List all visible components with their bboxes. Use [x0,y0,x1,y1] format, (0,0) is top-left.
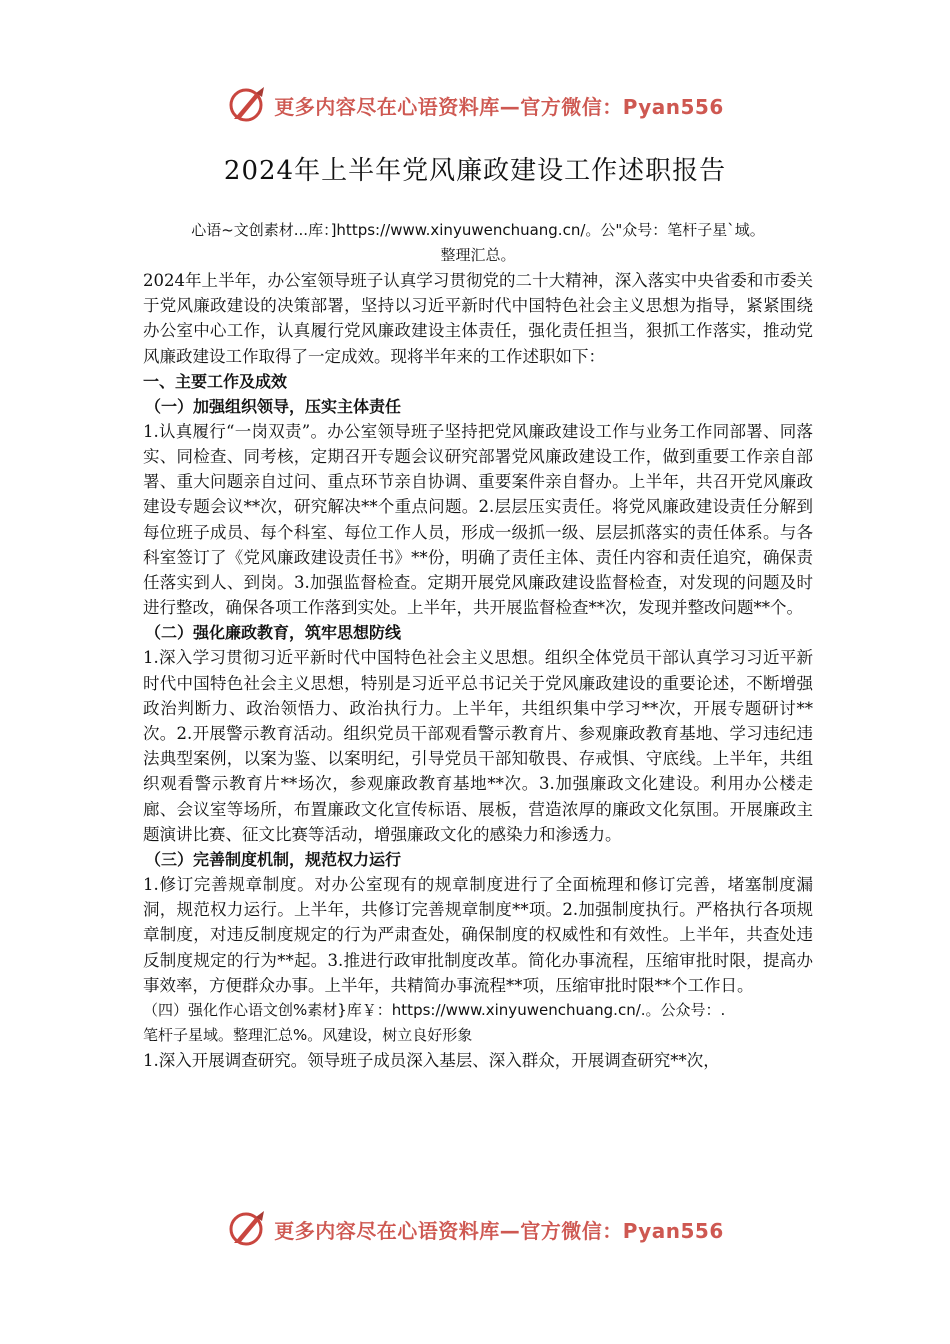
subsection-heading: （三）完善制度机制，规范权力运行 [145,850,402,870]
pen-quill-logo-icon [226,83,270,127]
document-title: 2024年上半年党风廉政建设工作述职报告 [223,156,727,186]
subsection-heading-watermarked: 笔杆子星域。整理汇总%。风建设，树立良好形象 [143,1026,473,1045]
banner-text: 更多内容尽在心语资料库—官方微信：Pyan556 [274,1218,724,1243]
footer-banner [0,1206,950,1252]
watermark-line: 整理汇总。 [440,246,516,264]
subsection-heading: （一）加强组织领导，压实主体责任 [145,396,402,416]
body-paragraph: 1.认真履行“一岗双责”。办公室领导班子坚持把党风廉政建设工作与业务工作同部署、同落实、同检查、同考核，定期召开专题会议研究部署党风廉政建设工作，做到重要工作亲自部署、重大问题亲自过问、重点环节亲自协调、重要案件亲自督办。上半年，共召开党风廉政建设专题会议**次，研究解决**个重点问题。2.层层压实责任。将党风廉政建设责任分解到每位班子成员、每个科室、每位工作人员，形成一级抓一级、层层抓落实的责任体系。与各科室签订了《党风廉政建设责任书》**份，明确了责任主体、责任内容和责任追究，确保责任落实到人、到岗。3.加强监督检查。定期开展党风廉政建设监督检查，对发现的问题及时进行整改，确保各项工作落到实处。上半年，共开展监督检查**次，发现并整改问题**个。 [143,421,813,618]
body-paragraph: 1.修订完善规章制度。对办公室现有的规章制度进行了全面梳理和修订完善，堵塞制度漏洞，规范权力运行。上半年，共修订完善规章制度**项。2.加强制度执行。严格执行各项规章制度，对违反制度规定的行为严肃查处，确保制度的权威性和有效性。上半年，共查处违反制度规定的行为**起。3.推进行政审批制度改革。简化办事流程，压缩审批时限，提高办事效率，方便群众办事。上半年，共精简办事流程**项，压缩审批时限**个工作日。 [143,875,813,995]
section-heading: 一、主要工作及成效 [143,371,288,391]
subsection-heading-watermarked: （四）强化作心语文创%素材}库￥：https://www.xinyuwenchuang.cn/.。公众号：. [143,1001,726,1020]
watermark-line: 心语~文创素材...库：]https://www.xinyuwenchuang.cn/。公"众号：笔杆子星`域。 [191,221,765,239]
banner-text: 更多内容尽在心语资料库—官方微信：Pyan556 [274,94,724,119]
document-body [143,218,813,1073]
header-banner [0,82,950,128]
pen-quill-logo-icon [226,1207,270,1251]
intro-paragraph: 2024年上半年，办公室领导班子认真学习贯彻党的二十大精神，深入落实中央省委和市委关于党风廉政建设的决策部署，坚持以习近平新时代中国特色社会主义思想为指导，紧紧围绕办公室中心工作，认真履行党风廉政建设主体责任，强化责任担当，狠抓工作落实，推动党风廉政建设工作取得了一定成效。现将半年来的工作述职如下： [143,271,813,366]
body-paragraph: 1.深入开展调查研究。领导班子成员深入基层、深入群众，开展调查研究**次， [143,1051,720,1071]
subsection-heading: （二）强化廉政教育，筑牢思想防线 [145,623,402,643]
body-paragraph: 1.深入学习贯彻习近平新时代中国特色社会主义思想。组织全体党员干部认真学习习近平新时代中国特色社会主义思想，特别是习近平总书记关于党风廉政建设的重要论述，不断增强政治判断力、政治领悟力、政治执行力。上半年，共组织集中学习**次，开展专题研讨**次。2.开展警示教育活动。组织党员干部观看警示教育片、参观廉政教育基地、学习违纪违法典型案例，以案为鉴、以案明纪，引导党员干部知敬畏、存戒惧、守底线。上半年，共组织观看警示教育片**场次，参观廉政教育基地**次。3.加强廉政文化建设。利用办公楼走廊、会议室等场所，布置廉政文化宣传标语、展板，营造浓厚的廉政文化氛围。开展廉政主题演讲比赛、征文比赛等活动，增强廉政文化的感染力和渗透力。 [143,648,813,844]
